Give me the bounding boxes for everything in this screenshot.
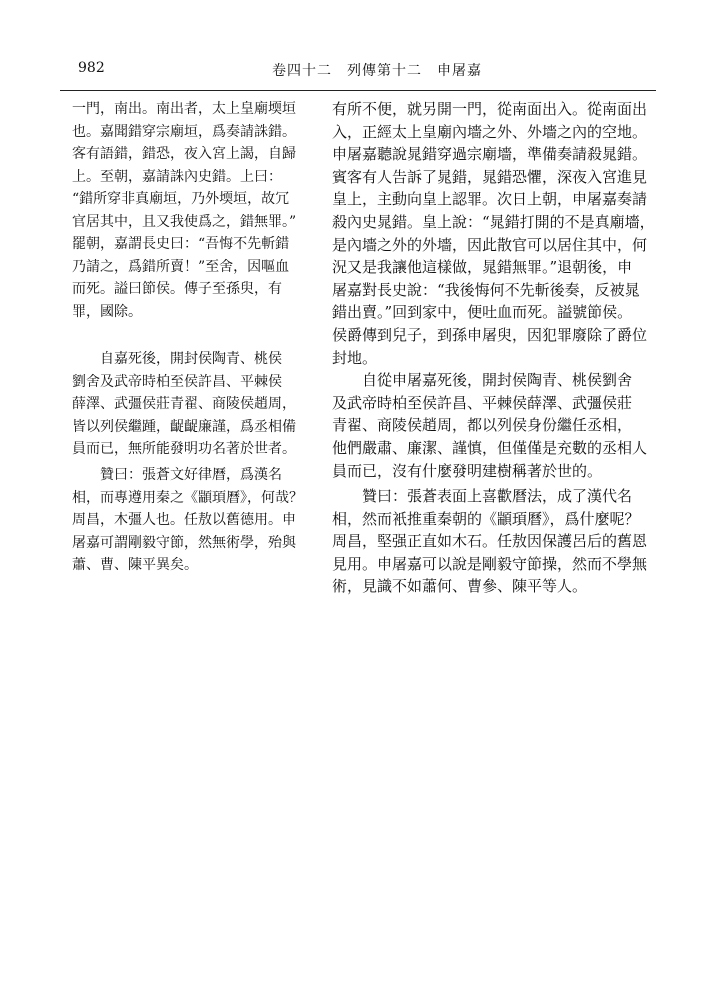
text-line: 賓客有人告訴了晁錯，晁錯恐懼，深夜入宮進見: [332, 167, 648, 186]
translation-column: [332, 485, 648, 598]
text-line: 也。嘉聞錯穿宗廟垣，爲奏請誅錯。: [72, 123, 296, 140]
text-line: 況又是我讓他這樣做，晁錯無罪。”退朝後，申: [332, 258, 633, 277]
text-line: 贊曰：張蒼表面上喜歡曆法，成了漢代名: [362, 487, 633, 505]
text-line: 青翟、商陵侯趙周，都以列侯身份繼任丞相，: [332, 416, 633, 435]
text-line: 上。至朝，嘉請誅內史錯。上曰：: [72, 168, 282, 185]
text-line: 官居其中，且又我使爲之，錯無罪。”: [72, 213, 297, 230]
text-line: 屠嘉可謂剛毅守節，然無術學，殆與: [72, 534, 296, 551]
text-line: 乃請之，爲錯所賣！”至舍，因嘔血: [72, 258, 290, 275]
text-line: 罷朝，嘉謂長史曰：“吾悔不先斬錯: [72, 236, 290, 252]
text-line: 員而已，沒有什麼發明建樹稱著於世的。: [332, 461, 603, 480]
translation-paragraph-3: [332, 485, 648, 598]
text-line: 周昌，木彊人也。任敖以舊德用。申: [72, 512, 296, 528]
text-line: 皆以列侯繼踵，齪齪廉謹，爲丞相備: [72, 418, 296, 435]
page-header: [60, 56, 656, 84]
text-line: 劉舍及武帝時柏至侯許昌、平棘侯: [72, 373, 282, 390]
text-line: 封地。: [332, 348, 378, 367]
text-line: 自嘉死後，開封侯陶青、桃侯: [100, 351, 282, 367]
translation-column: [332, 98, 655, 482]
text-line: 一門，南出。南出者，太上皇廟堧垣: [72, 101, 296, 117]
translation-paragraph-1: [332, 98, 655, 369]
text-line: 他們嚴肅、廉潔、謹慎，但僅僅是充數的丞相人: [332, 438, 648, 457]
text-line: 及武帝時柏至侯許昌、平棘侯薛澤、武彊侯莊: [332, 393, 633, 412]
text-line: 皇上，主動向皇上認罪。次日上朝，申屠嘉奏請: [332, 190, 648, 209]
classical-column: [72, 98, 322, 323]
classical-column: [72, 464, 322, 577]
text-line: 術，見識不如蕭何、曹參、陳平等人。: [332, 577, 588, 596]
text-line: 是內墻之外的外墻，因此散官可以居住其中，何: [332, 235, 648, 254]
running-title: 卷四十二 列傳第十二 申屠嘉: [272, 63, 482, 79]
header-rule: [60, 90, 656, 91]
text-line: 自從申屠嘉死後，開封侯陶青、桃侯劉舍: [362, 371, 633, 390]
text-line: 申屠嘉聽說晁錯穿過宗廟墻，準備奏請殺晁錯。: [332, 145, 648, 164]
text-line: 錯出賣。”回到家中，便吐血而死。謚號節侯。: [332, 303, 633, 322]
classical-paragraph-1: [72, 98, 322, 323]
classical-paragraph-2: [72, 348, 322, 461]
page-number: 982: [78, 60, 105, 76]
text-line: 贊曰：張蒼文好律曆，爲漢名: [100, 467, 282, 483]
text-line: 相，而專遵用秦之《顓頊曆》，何哉？: [72, 489, 303, 506]
text-line: 客有語錯，錯恐，夜入宮上謁，自歸: [72, 146, 296, 162]
classical-column: [72, 348, 322, 461]
text-line: 而死。謚曰節侯。傳子至孫臾，有: [72, 281, 282, 297]
classical-paragraph-3: [72, 464, 322, 577]
text-line: 侯爵傳到兒子，到孫申屠臾，因犯罪廢除了爵位: [332, 325, 648, 344]
text-line: 薛澤、武彊侯莊青翟、商陵侯趙周，: [72, 396, 296, 412]
text-line: 入，正經太上皇廟內墻之外、外墻之內的空地。: [332, 122, 648, 141]
text-line: 周昌，堅强正直如木石。任敖因保護呂后的舊恩: [332, 532, 648, 551]
text-line: 罪，國除。: [72, 303, 142, 320]
text-line: 蕭、曹、陳平異矣。: [72, 557, 198, 573]
translation-paragraph-2: [332, 369, 648, 482]
text-line: 相，然而衹推重秦朝的《顓頊曆》，爲什麼呢？: [332, 509, 640, 528]
text-line: “錯所穿非真廟垣，乃外堧垣，故冗: [72, 191, 290, 207]
text-line: 有所不便，就另開一門，從南面出入。從南面出: [332, 100, 648, 118]
text-line: 員而已，無所能發明功名著於世者。: [72, 441, 296, 457]
text-line: 見用。申屠嘉可以說是剛毅守節操，然而不學無: [332, 554, 648, 573]
text-line: 殺內史晁錯。皇上說：“晁錯打開的不是真廟墻，: [332, 212, 655, 231]
text-line: 屠嘉對長史說：“我後悔何不先斬後奏，反被晁: [332, 280, 640, 299]
